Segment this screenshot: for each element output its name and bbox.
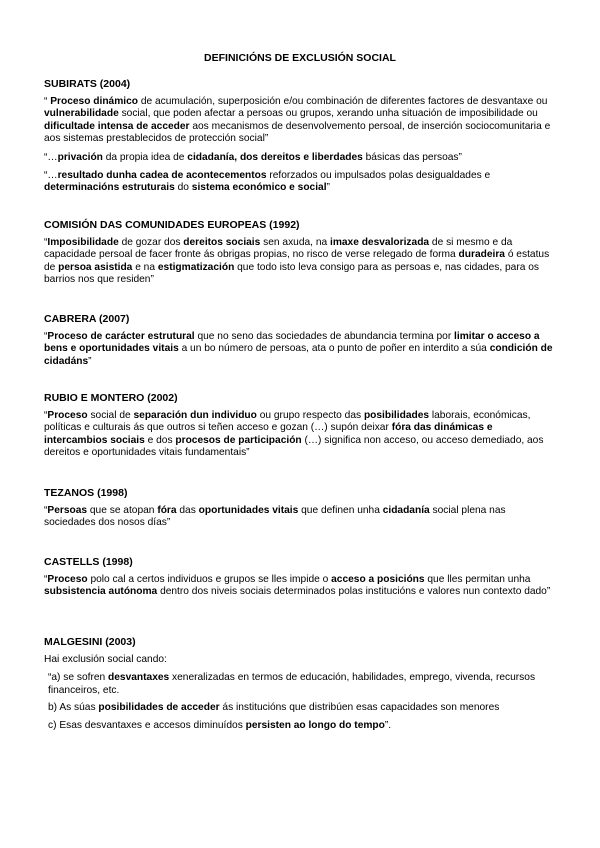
emphasis-text: Imposibilidade [47,237,119,248]
document-title: DEFINICIÓNS DE EXCLUSIÓN SOCIAL [204,52,396,64]
section-heading: CABRERA (2007) [44,313,130,325]
text-run: ou grupo respecto das [256,410,364,421]
list-item [48,702,558,714]
text-run: ” [326,182,330,194]
text-run: ”. [384,719,392,731]
section-heading: RUBIO E MONTERO (2002) [44,392,178,404]
emphasis-text: duradeira [458,249,505,261]
text-run: da propia idea de [102,151,188,163]
text-run: e na [132,261,158,273]
emphasis-text: cidadanía, dos dereitos e liberdades [187,151,363,163]
text-run: “ [44,237,48,248]
text-run: “ [44,505,48,516]
emphasis-text: imaxe desvalorizada [329,237,430,248]
section-cabrera [44,313,558,374]
emphasis-text: Persoas [47,505,88,516]
text-run: dentro dos niveis sociais determinados polas institucións e valores nun contexto dado” [157,586,551,598]
emphasis-text: condición de cidadáns [44,343,553,367]
emphasis-text: estigmatización [157,261,235,273]
section-heading: TEZANOS (1998) [44,487,128,499]
text-run: de si mesmo e da capacidade persoal de facer fronte ás obrigas propias, no risco de verse relegado de forma [44,237,513,261]
emphasis-text: dificultade intensa de acceder [44,120,190,132]
section-heading: SUBIRATS (2004) [44,78,131,90]
text-run: reforzados ou impulsados polas desigualdades e [266,170,491,182]
emphasis-text: subsistencia autónoma [44,586,158,598]
emphasis-text: fóra das dinámicas e intercambios sociais [44,422,493,446]
text-run: sen axuda, na [260,237,330,248]
text-run: de acumulación, superposición e/ou combinación de diferentes factores de desvantaxe ou [138,96,548,107]
emphasis-text: procesos de participación [175,434,302,446]
text-run: “ [44,574,48,585]
text-run: social plena nas sociedades dos nosos días” [44,505,506,529]
text-run: Hai exclusión social cando: [44,654,167,665]
text-run: do [174,182,192,194]
emphasis-text: oportunidades vitais [198,505,299,516]
text-run: “ [44,331,48,342]
emphasis-text: posibilidades [363,410,430,421]
section-heading: MALGESINI (2003) [44,636,136,648]
definition-paragraph [44,96,558,146]
text-run: c) Esas desvantaxes e accesos diminuídos [48,719,246,731]
definition-paragraph [44,505,558,530]
text-run: ” [88,355,92,367]
text-run: de gozar dos [118,237,184,248]
text-run: que todo isto leva consigo para as persoas e, nas cidades, para os barrios nos que residen” [44,261,539,286]
definition-paragraph [44,170,558,195]
emphasis-text: Proceso [47,574,88,585]
section-castells [44,556,558,605]
emphasis-text: vulnerabilidade [44,108,119,120]
emphasis-text: resultado dunha cadea de acontecementos [57,170,267,182]
section-heading: COMISIÓN DAS COMUNIDADES EUROPEAS (1992) [44,219,300,231]
text-run: que se atopan [87,505,158,516]
section-comision [44,219,558,293]
text-run: que no seno das sociedades de abundancia termina por [194,331,455,342]
emphasis-text: persisten ao longo do tempo [245,719,385,731]
emphasis-text: posibilidades de acceder [98,702,220,714]
emphasis-text: fóra [157,505,177,516]
text-run: “… [44,170,58,182]
text-run: básicas das persoas” [362,151,462,163]
emphasis-text: Proceso dinámico [50,96,138,107]
text-run: que lles permitan unha [424,574,531,585]
text-run: (…) significa non acceso, ou acceso demediado, aos dereitos e oportunidades vitais fundamentais” [44,434,544,459]
list-item [48,672,558,697]
text-run: social, que poden afectar a persoas ou grupos, xerando unha situación de imposibilidade ou [118,108,538,120]
text-run: social de [87,410,134,421]
section-tezanos [44,487,558,536]
emphasis-text: Proceso de carácter estrutural [47,331,195,342]
text-run: das [176,505,199,516]
emphasis-text: Proceso [47,410,88,421]
text-run: a un bo número de persoas, ata o punto de poñer en interdito a súa [178,343,490,355]
text-run: ás institucións que distribúen esas capacidades son menores [219,702,500,714]
emphasis-text: desvantaxes [108,672,170,684]
list-item [48,720,558,732]
emphasis-text: determinacións estruturais [44,182,175,194]
emphasis-text: acceso a posicións [331,574,425,585]
emphasis-text: cidadanía [382,505,430,516]
text-run: aos mecanismos de desenvolvemento persoal, de inserción sociocomunitaria e aos sistemas prestablecidos de protección social” [44,120,551,145]
definition-paragraph [44,410,558,460]
text-run: b) As súas [48,702,99,714]
definition-paragraph [44,331,558,368]
emphasis-text: sistema económico e social [191,182,327,194]
text-run: laborais, económicas, políticas e culturais ás que outros si teñen acceso e gozan (…) supón deixar [44,410,531,434]
text-run: xeneralizadas en termos de educación, habilidades, emprego, vivenda, recursos financeiros, etc. [48,672,536,696]
text-run: “ [44,96,51,107]
emphasis-text: dereitos sociais [183,237,261,248]
text-run: “ [44,410,48,421]
text-run: ó estatus de [44,249,550,273]
text-run: “a) se sofren [48,672,109,684]
text-run: que definen unha [298,505,383,516]
emphasis-text: persoa asistida [58,261,133,273]
text-run: e dos [144,434,176,446]
text-run: polo cal a certos individuos e grupos se lles impide o [87,574,332,585]
section-heading: CASTELLS (1998) [44,556,133,568]
emphasis-text: limitar o acceso a bens e oportunidades vitais [44,331,540,355]
emphasis-text: separación dun individuo [133,410,257,421]
definition-paragraph [44,237,558,287]
section-rubio-montero [44,392,558,466]
section-malgesini [44,636,558,737]
intro-paragraph [44,654,558,666]
emphasis-text: privación [57,151,103,163]
section-subirats [44,78,558,201]
definition-paragraph [44,152,558,164]
text-run: “… [44,151,58,163]
definition-paragraph [44,574,558,599]
